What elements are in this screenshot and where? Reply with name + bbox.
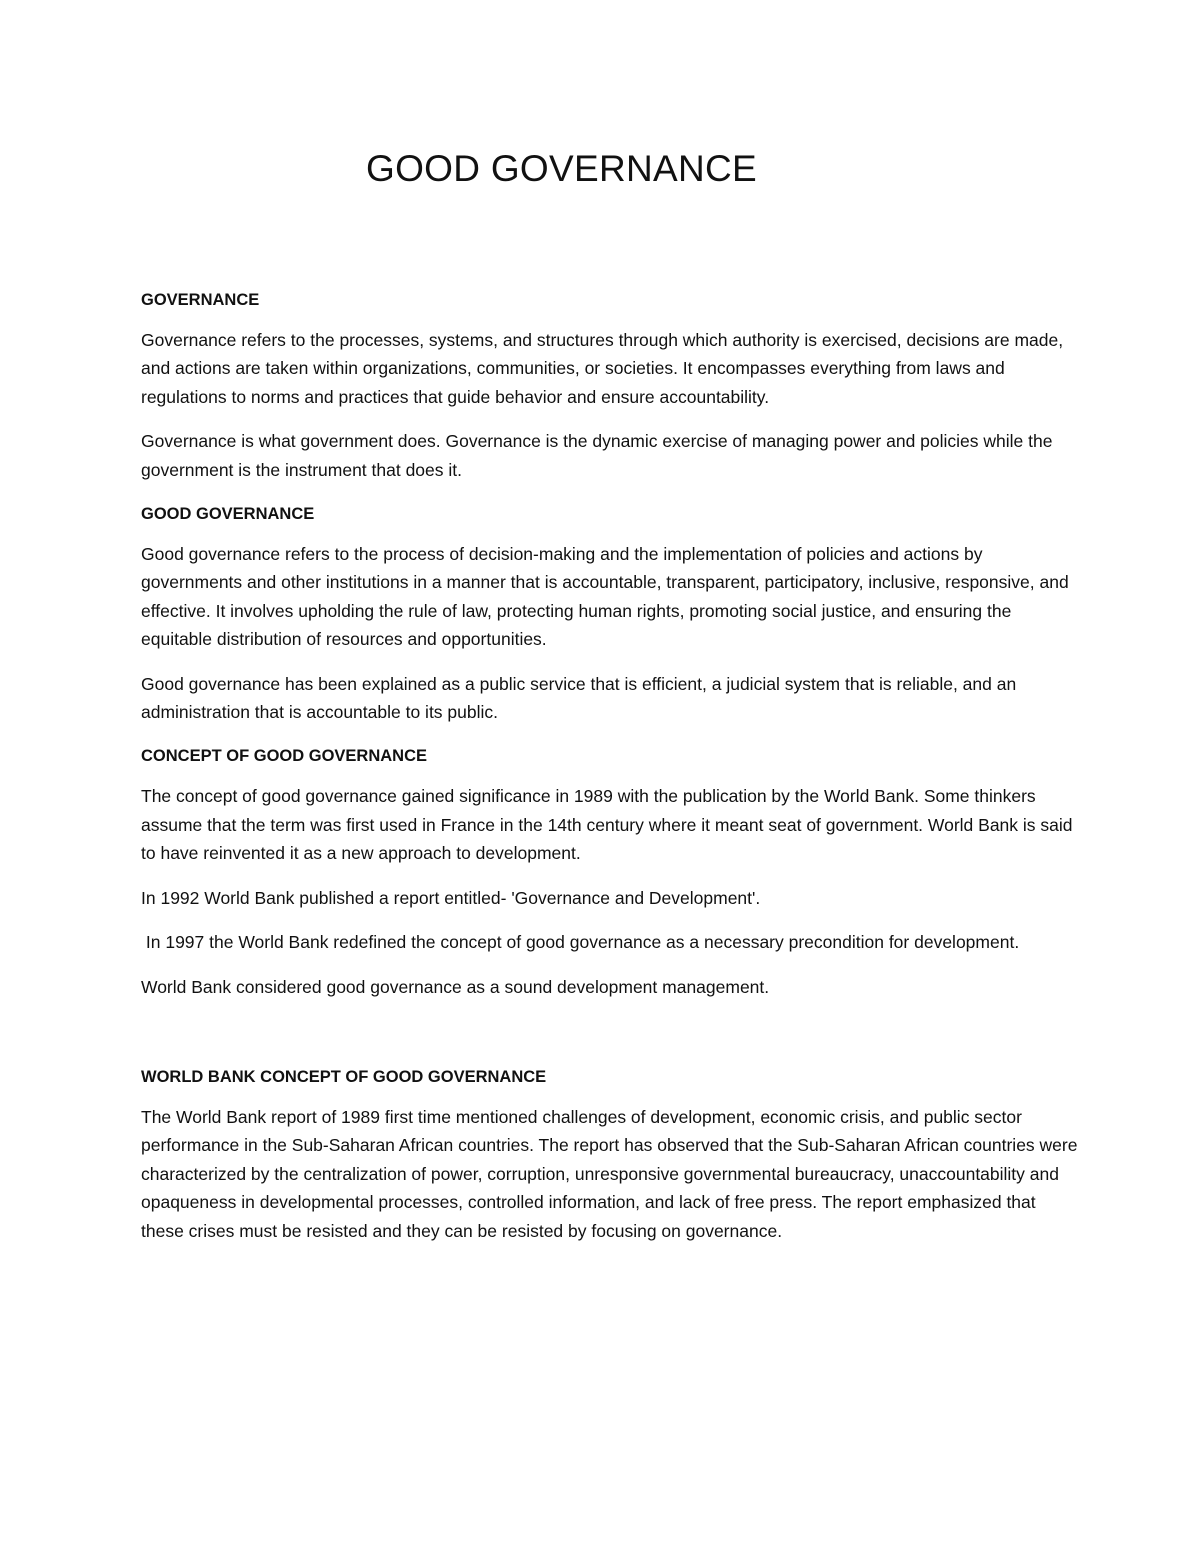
- section-concept-of-good-governance: [141, 742, 1081, 1000]
- paragraph: Governance is what government does. Governance is the dynamic exercise of managing power and policies while the government is the instrument that does it.: [141, 431, 1053, 480]
- paragraph: World Bank considered good governance as a sound development management.: [141, 976, 770, 997]
- section-heading: GOVERNANCE: [141, 291, 260, 309]
- paragraph: The concept of good governance gained significance in 1989 with the publication by the World Bank. Some thinkers assume that the term was first used in France in the 14th century where it meant seat of government. World Bank is said to have reinvented it as a new approach to development.: [141, 786, 1073, 864]
- paragraph: In 1997 the World Bank redefined the concept of good governance as a necessary precondition for development.: [141, 932, 1020, 953]
- section-heading: GOOD GOVERNANCE: [141, 505, 315, 524]
- paragraph: The World Bank report of 1989 first time mentioned challenges of development, economic crisis, and public sector performance in the Sub-Saharan African countries. The report has observed that the Sub-Saharan African countries were characterized by the centralization of power, corruption, unresponsive governmental bureaucracy, unaccountability and opaqueness in developmental processes, controlled information, and lack of free press. The report emphasized that these crises must be resisted and they can be resisted by focusing on governance.: [141, 1106, 1078, 1241]
- section-good-governance: [141, 500, 1081, 726]
- paragraph: Good governance refers to the process of decision-making and the implementation of policies and actions by governments and other institutions in a manner that is accountable, transparent, participatory, inclusive, responsive, and effective. It involves upholding the rule of law, protecting human rights, promoting social justice, and ensuring the equitable distribution of resources and opportunities.: [141, 544, 1069, 650]
- paragraph: In 1992 World Bank published a report entitled- 'Governance and Development'.: [141, 887, 761, 908]
- document-body: [141, 286, 1081, 1261]
- paragraph: Governance refers to the processes, systems, and structures through which authority is exercised, decisions are made, and actions are taken within organizations, communities, or societies. It encompasses everything from laws and regulations to norms and practices that guide behavior and ensure accountability.: [141, 330, 1064, 407]
- section-governance: [141, 286, 1081, 484]
- section-heading: CONCEPT OF GOOD GOVERNANCE: [141, 747, 428, 766]
- section-heading: WORLD BANK CONCEPT OF GOOD GOVERNANCE: [141, 1067, 547, 1086]
- document-title: GOOD GOVERNANCE: [366, 148, 757, 189]
- section-world-bank-concept: [141, 1063, 1081, 1245]
- blank-space: [141, 1017, 1081, 1063]
- paragraph: Good governance has been explained as a public service that is efficient, a judicial system that is reliable, and an administration that is accountable to its public.: [141, 673, 1017, 723]
